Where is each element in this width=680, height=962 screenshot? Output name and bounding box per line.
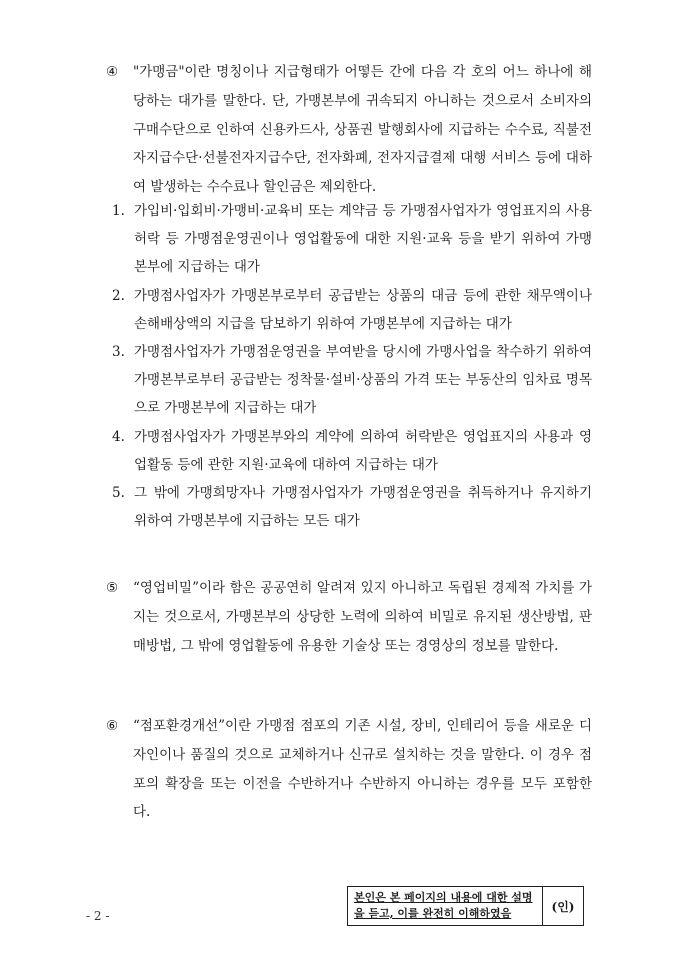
item-number: 5. <box>112 485 125 502</box>
clause-text: “점포환경개선”이란 가맹점 점포의 기존 시설, 장비, 인테리어 등을 새로운 디자인이나 품질의 것으로 교체하거나 신규로 설치하는 것을 말한다. 이 경우 점포의 확장을 또는 이전을 수반하거나 수반하지 아니하는 경우를 모두 포함한다. <box>133 718 592 821</box>
item-number: 1. <box>112 203 125 219</box>
list-item <box>112 197 592 282</box>
item-number: 4. <box>112 428 125 445</box>
clause-marker: ⑤ <box>106 580 119 596</box>
fee-items-list <box>112 197 592 535</box>
item-text: 가맹점사업자가 가맹점운영권을 부여받을 당시에 가맹사업을 착수하기 위하여 가맹본부로부터 공급받는 정착물·설비·상품의 가격 또는 부동산의 임차료 명목으로 가맹본부에 지급하는 대가 <box>134 344 592 417</box>
list-item <box>112 423 592 479</box>
list-item <box>112 282 592 338</box>
confirmation-text: 본인은 본 페이지의 내용에 대한 설명을 듣고, 이를 완전히 이해하였음 <box>348 887 543 925</box>
clause-marker: ⑥ <box>106 718 119 734</box>
clause-text: "가맹금"이란 명칭이나 지급형태가 어떻든 간에 다음 각 호의 어느 하나에 해당하는 대가를 말한다. 단, 가맹본부에 귀속되지 아니하는 것으로서 소비자의 구매수단으로 인하여 신용카드사, 상품권 발행회사에 지급하는 수수료, 직불전자지급수단·선불전자지급수단, 전자화폐, 전자지급결제 대행 서비스 등에 대하여 발생하는 수수료나 할인금은 제외한다. <box>133 64 592 196</box>
item-text: 가맹점사업자가 가맹본부와의 계약에 의하여 허락받은 영업표지의 사용과 영업활동 등에 관한 지원·교육에 대하여 지급하는 대가 <box>134 428 592 473</box>
clause-marker: ④ <box>106 64 119 80</box>
clause-5 <box>106 574 592 660</box>
seal-field[interactable]: (인) <box>551 899 575 914</box>
item-text: 그 밖에 가맹희망자나 가맹점사업자가 가맹점운영권을 취득하거나 유지하기 위하여 가맹본부에 지급하는 모든 대가 <box>134 485 592 530</box>
list-item <box>112 479 592 535</box>
item-text: 가맹점사업자가 가맹본부로부터 공급받는 상품의 대금 등에 관한 채무액이나 손해배상액의 지급을 담보하기 위하여 가맹본부에 지급하는 대가 <box>134 287 592 332</box>
list-item <box>112 338 592 423</box>
item-number: 2. <box>112 287 125 304</box>
item-number: 3. <box>112 344 125 361</box>
confirmation-box <box>347 886 584 926</box>
clause-text: “영업비밀”이라 함은 공공연히 알려져 있지 아니하고 독립된 경제적 가치를 가지는 것으로서, 가맹본부의 상당한 노력에 의하여 비밀로 유지된 생산방법, 판매방법, 그 밖에 영업활동에 유용한 기술상 또는 경영상의 정보를 말한다. <box>133 580 592 654</box>
clause-6 <box>106 712 592 827</box>
page-number: - 2 - <box>86 909 110 923</box>
item-text: 가입비·입회비·가맹비·교육비 또는 계약금 등 가맹점사업자가 영업표지의 사용허락 등 가맹점운영권이나 영업활동에 대한 지원·교육 등을 받기 위하여 가맹본부에 지급하는 대가 <box>134 203 592 276</box>
clause-4 <box>106 58 592 202</box>
